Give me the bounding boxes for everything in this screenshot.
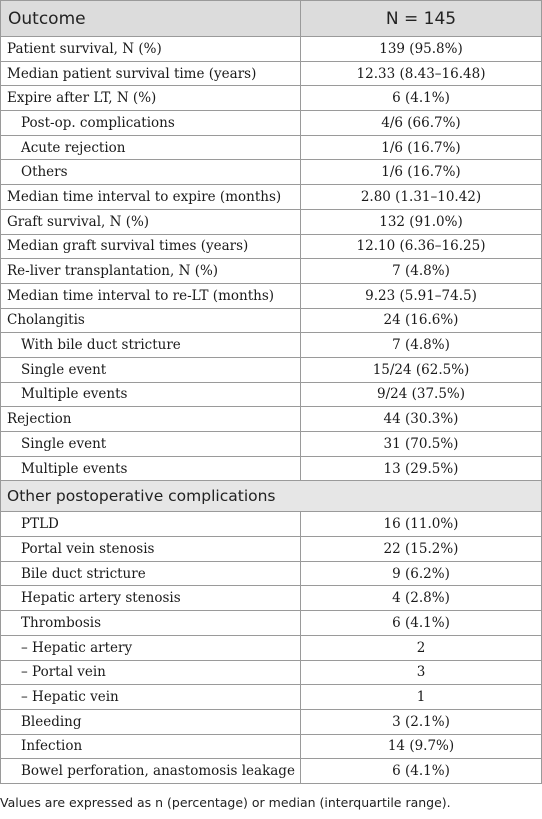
table-row — [1, 456, 542, 481]
row-label: Portal vein stenosis — [1, 537, 301, 562]
row-value: 3 — [301, 660, 542, 685]
row-label: – Hepatic vein — [1, 685, 301, 710]
table-row — [1, 234, 542, 259]
header-n: N = 145 — [301, 1, 542, 37]
row-value: 13 (29.5%) — [301, 456, 542, 481]
row-value: 132 (91.0%) — [301, 209, 542, 234]
row-label: Bile duct stricture — [1, 561, 301, 586]
row-label: Re-liver transplantation, N (%) — [1, 259, 301, 284]
row-label: Multiple events — [1, 456, 301, 481]
table-row — [1, 259, 542, 284]
complications-table-body — [1, 512, 542, 784]
row-label: Single event — [1, 432, 301, 457]
table-row — [1, 407, 542, 432]
table-row — [1, 135, 542, 160]
table-row — [1, 537, 542, 562]
row-value: 2 — [301, 635, 542, 660]
row-value: 7 (4.8%) — [301, 333, 542, 358]
row-value: 14 (9.7%) — [301, 734, 542, 759]
row-label: Multiple events — [1, 382, 301, 407]
table-row — [1, 382, 542, 407]
table-row — [1, 512, 542, 537]
row-value: 1/6 (16.7%) — [301, 160, 542, 185]
section-title: Other postoperative complications — [1, 481, 542, 512]
row-label: Infection — [1, 734, 301, 759]
row-label: Hepatic artery stenosis — [1, 586, 301, 611]
row-label: Median patient survival time (years) — [1, 61, 301, 86]
table-row — [1, 759, 542, 784]
row-label: Post-op. complications — [1, 111, 301, 136]
row-value: 6 (4.1%) — [301, 759, 542, 784]
table-row — [1, 660, 542, 685]
table-header-row — [1, 1, 542, 37]
table-row — [1, 432, 542, 457]
row-value: 16 (11.0%) — [301, 512, 542, 537]
row-label: Median time interval to expire (months) — [1, 185, 301, 210]
table-footnote: Values are expressed as n (percentage) or median (interquartile range). — [0, 795, 451, 810]
row-label: Thrombosis — [1, 611, 301, 636]
row-label: Patient survival, N (%) — [1, 37, 301, 62]
table-row — [1, 586, 542, 611]
row-value: 12.10 (6.36–16.25) — [301, 234, 542, 259]
row-value: 9 (6.2%) — [301, 561, 542, 586]
row-value: 9/24 (37.5%) — [301, 382, 542, 407]
table-row — [1, 635, 542, 660]
row-value: 6 (4.1%) — [301, 611, 542, 636]
row-value: 4/6 (66.7%) — [301, 111, 542, 136]
table-row — [1, 209, 542, 234]
row-value: 24 (16.6%) — [301, 308, 542, 333]
row-value: 1/6 (16.7%) — [301, 135, 542, 160]
row-value: 3 (2.1%) — [301, 709, 542, 734]
row-value: 4 (2.8%) — [301, 586, 542, 611]
table-row — [1, 685, 542, 710]
main-table-body — [1, 37, 542, 481]
row-label: Acute rejection — [1, 135, 301, 160]
row-label: – Hepatic artery — [1, 635, 301, 660]
row-value: 31 (70.5%) — [301, 432, 542, 457]
row-label: Median time interval to re-LT (months) — [1, 283, 301, 308]
table-row — [1, 357, 542, 382]
table-row — [1, 734, 542, 759]
row-value: 44 (30.3%) — [301, 407, 542, 432]
row-label: Expire after LT, N (%) — [1, 86, 301, 111]
row-value: 1 — [301, 685, 542, 710]
table-row — [1, 709, 542, 734]
row-value: 15/24 (62.5%) — [301, 357, 542, 382]
row-label: Graft survival, N (%) — [1, 209, 301, 234]
row-label: Others — [1, 160, 301, 185]
row-value: 139 (95.8%) — [301, 37, 542, 62]
row-value: 7 (4.8%) — [301, 259, 542, 284]
table-row — [1, 561, 542, 586]
table-row — [1, 611, 542, 636]
row-label: Rejection — [1, 407, 301, 432]
row-label: With bile duct stricture — [1, 333, 301, 358]
section-row — [1, 481, 542, 512]
row-value: 2.80 (1.31–10.42) — [301, 185, 542, 210]
row-label: – Portal vein — [1, 660, 301, 685]
table-row — [1, 111, 542, 136]
table-row — [1, 308, 542, 333]
row-label: Cholangitis — [1, 308, 301, 333]
row-label: Single event — [1, 357, 301, 382]
table-row — [1, 283, 542, 308]
table-row — [1, 185, 542, 210]
row-label: Bleeding — [1, 709, 301, 734]
row-label: PTLD — [1, 512, 301, 537]
row-value: 9.23 (5.91–74.5) — [301, 283, 542, 308]
table-row — [1, 333, 542, 358]
row-label: Median graft survival times (years) — [1, 234, 301, 259]
row-value: 6 (4.1%) — [301, 86, 542, 111]
row-label: Bowel perforation, anastomosis leakage — [1, 759, 301, 784]
table-row — [1, 160, 542, 185]
table-row — [1, 37, 542, 62]
row-value: 22 (15.2%) — [301, 537, 542, 562]
table-row — [1, 61, 542, 86]
table-row — [1, 86, 542, 111]
header-outcome: Outcome — [1, 1, 301, 37]
row-value: 12.33 (8.43–16.48) — [301, 61, 542, 86]
